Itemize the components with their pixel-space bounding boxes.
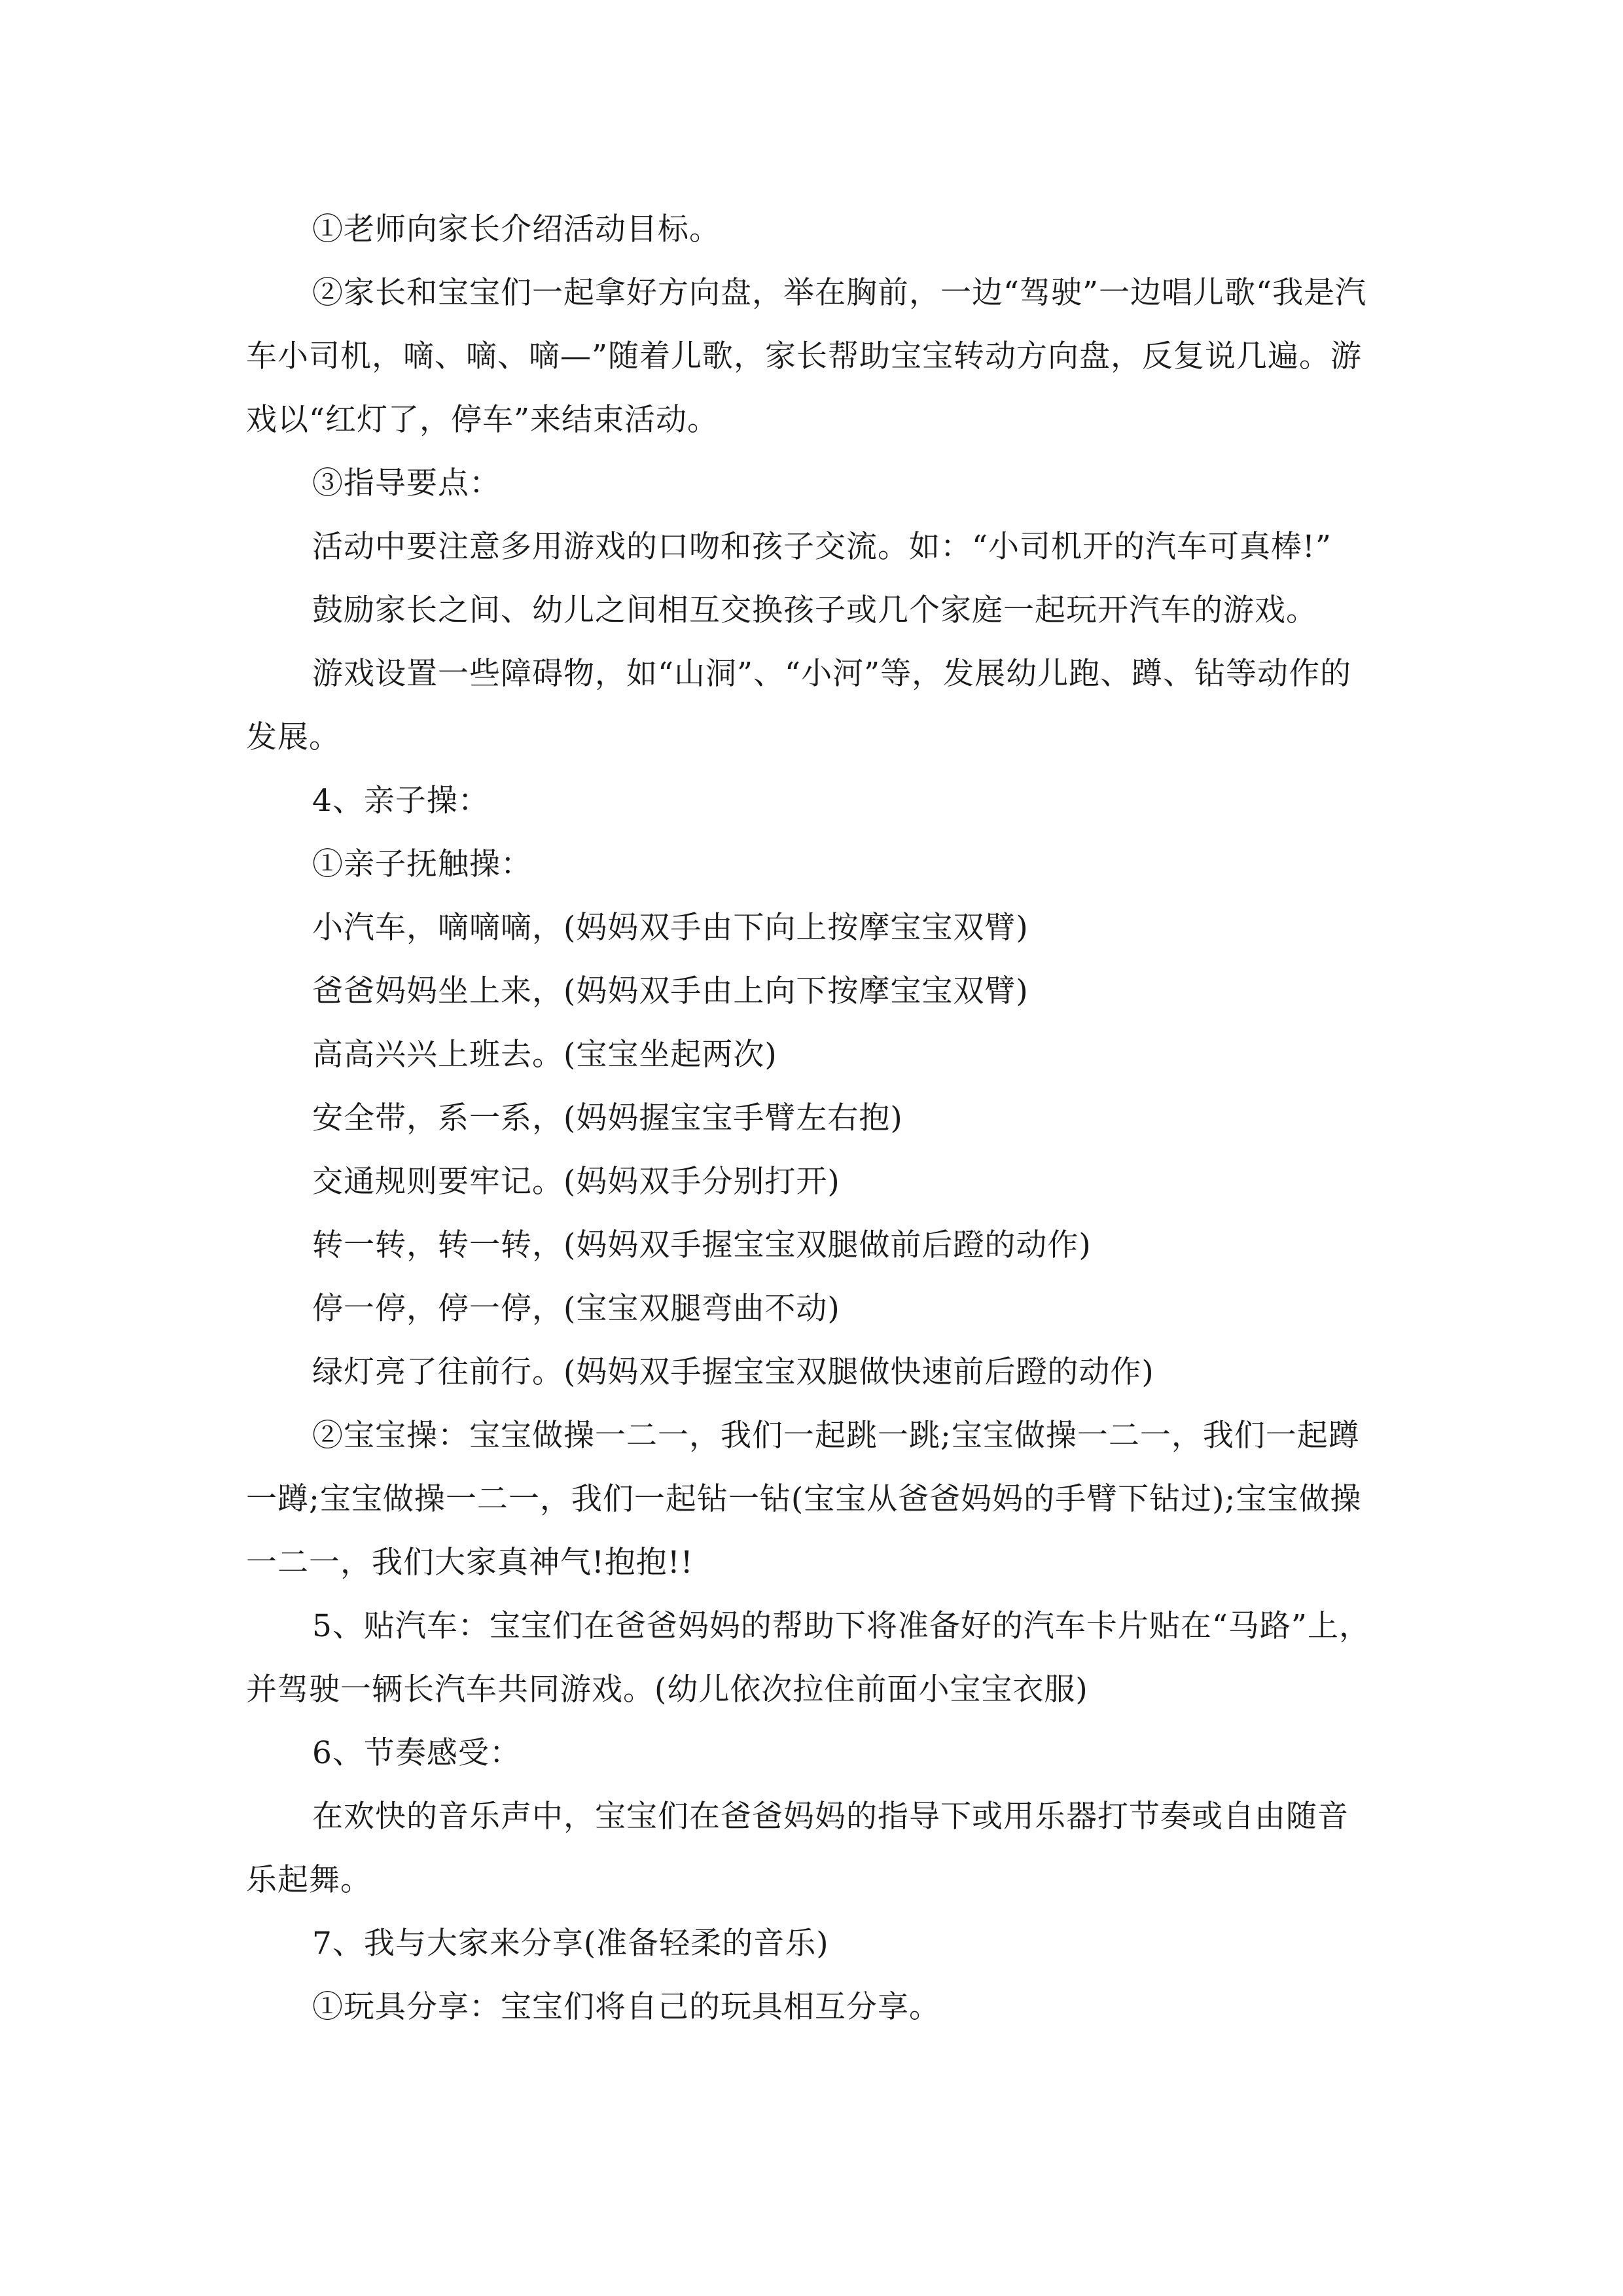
paragraph-1: ①老师向家长介绍活动目标。 [312, 211, 721, 247]
paragraph-16: 绿灯亮了往前行。(妈妈双手握宝宝双腿做快速前后蹬的动作) [312, 1354, 1154, 1390]
paragraph-15: 停一停，停一停，(宝宝双腿弯曲不动) [312, 1291, 840, 1327]
paragraph-12: 安全带，系一系，(妈妈握宝宝手臂左右抱) [312, 1100, 903, 1136]
paragraph-4: 活动中要注意多用游戏的口吻和孩子交流。如：“小司机开的汽车可真棒!” [312, 529, 1332, 565]
paragraph-20: 在欢快的音乐声中，宝宝们在爸爸妈妈的指导下或用乐器打节奏或自由随音乐起舞。 [246, 1799, 1349, 1898]
paragraph-5: 鼓励家长之间、幼儿之间相互交换孩子或几个家庭一起玩开汽车的游戏。 [312, 592, 1317, 628]
paragraph-14: 转一转，转一转，(妈妈双手握宝宝双腿做前后蹬的动作) [312, 1227, 1092, 1263]
paragraph-2: ②家长和宝宝们一起拿好方向盘，举在胸前，一边“驾驶”一边唱儿歌“我是汽车小司机，嘀、嘀、嘀—”随着儿歌，家长帮助宝宝转动方向盘，反复说几遍。游戏以“红灯了，停车”来结束活动。 [246, 275, 1367, 438]
paragraph-10: 爸爸妈妈坐上来，(妈妈双手由上向下按摩宝宝双臂) [312, 973, 1029, 1009]
paragraph-8: ①亲子抚触操： [312, 846, 532, 882]
paragraph-6: 游戏设置一些障碍物，如“山洞”、“小河”等，发展幼儿跑、蹲、钻等动作的发展。 [246, 656, 1352, 755]
document-body [246, 198, 1378, 2039]
paragraph-22: ①玩具分享：宝宝们将自己的玩具相互分享。 [312, 1989, 940, 2025]
paragraph-21: 7、我与大家来分享(准备轻柔的音乐) [312, 1926, 829, 1962]
paragraph-18: 5、贴汽车：宝宝们在爸爸妈妈的帮助下将准备好的汽车卡片贴在“马路”上，并驾驶一辆长汽车共同游戏。(幼儿依次拉住前面小宝宝衣服) [246, 1608, 1370, 1708]
paragraph-9: 小汽车，嘀嘀嘀，(妈妈双手由下向上按摩宝宝双臂) [312, 910, 1029, 946]
paragraph-3: ③指导要点： [312, 465, 501, 501]
paragraph-13: 交通规则要牢记。(妈妈双手分别打开) [312, 1164, 840, 1200]
paragraph-17: ②宝宝操：宝宝做操一二一，我们一起跳一跳;宝宝做操一二一，我们一起蹲一蹲;宝宝做操一二一，我们一起钻一钻(宝宝从爸爸妈妈的手臂下钻过);宝宝做操一二一，我们大家真神气!抱抱!! [246, 1418, 1362, 1581]
paragraph-19: 6、节奏感受： [312, 1735, 521, 1771]
paragraph-7: 4、亲子操： [312, 783, 490, 819]
paragraph-11: 高高兴兴上班去。(宝宝坐起两次) [312, 1037, 777, 1073]
